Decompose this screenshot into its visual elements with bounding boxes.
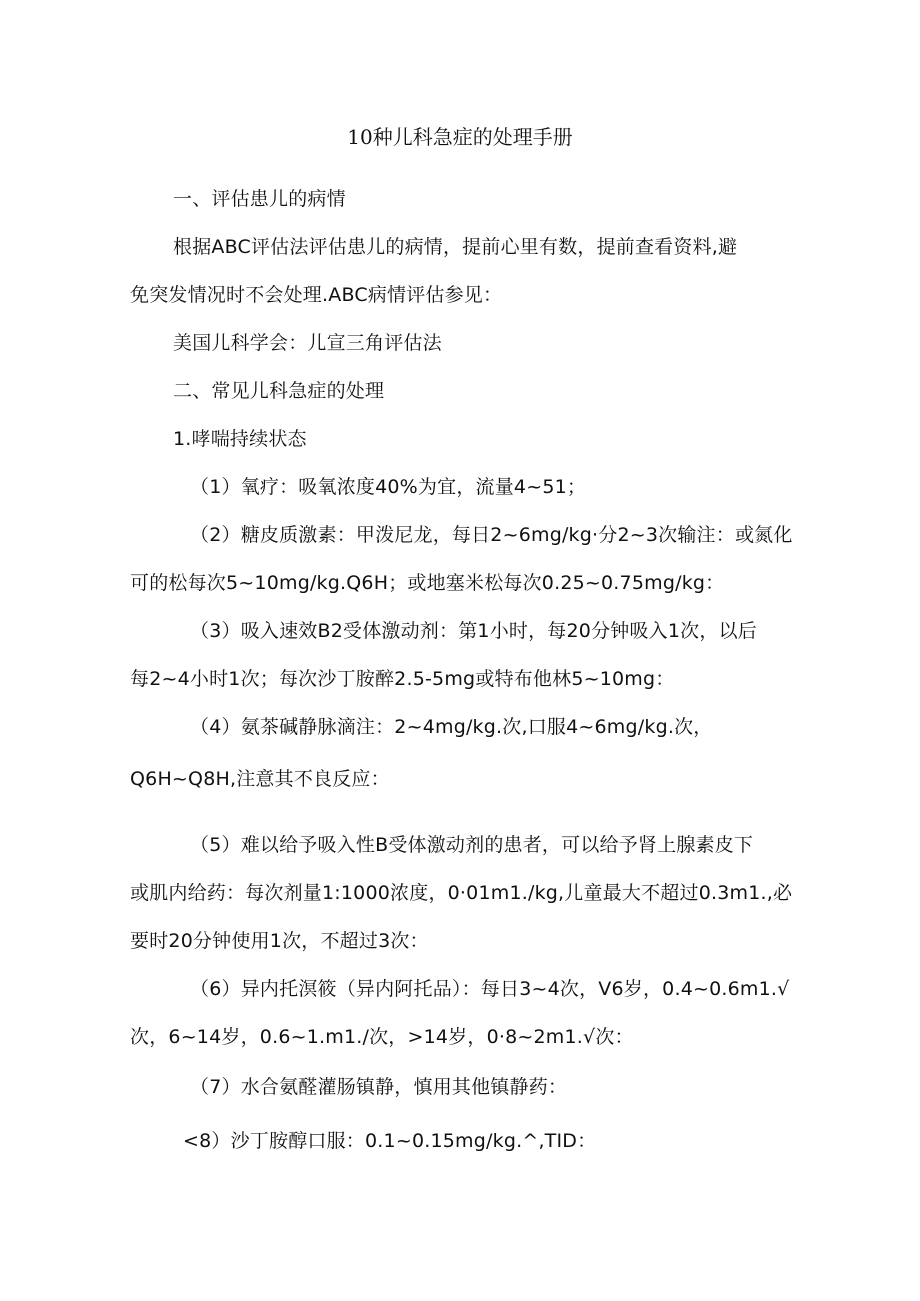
section-heading-emergencies: 二、常见儿科急症的处理 [173,380,385,402]
paragraph-line: 根据ABC评估法评估患儿的病情，提前心里有数，提前查看资料,避 [173,236,738,258]
list-item-line: 次，6~14岁，0.6~1.m1./次，>14岁，0·8~2m1.√次： [130,1026,634,1048]
list-item-line: 可的松每次5~10mg∕kg.Q6H；或地塞米松每次0.25~0.75mg/kg： [130,572,725,594]
list-item-line: （3）吸入速效B2受体激动剂：第1小时，每20分钟吸入1次，以后 [190,620,757,642]
list-item-line: <8）沙丁胺醇口服：0.1~0.15mg/kg.^,TID： [183,1130,597,1152]
subsection-heading-asthma: 1.哮喘持续状态 [173,428,307,450]
list-item-line: （6）异内托溟筱（异内阿托品）：每日3~4次，V6岁，0.4~0.6m1.√ [190,978,790,1000]
list-item-line: （7）水合氨醛灌肠镇静，慎用其他镇静药： [190,1076,568,1098]
list-item-line: （4）氨茶碱静脉滴注：2~4mg/kg.次,口服4~6mg/kg.次， [190,716,713,738]
list-item-line: 每2~4小时1次；每次沙丁胺醉2.5-5mg或特布他林5~10mg： [130,668,675,690]
document-title: 10种儿科急症的处理手册 [347,125,573,149]
list-item-line: （2）糖皮质激素：甲泼尼龙，每日2~6mg∕kg·分2~3次输注：或氮化 [190,524,793,546]
paragraph-line: 免突发情况时不会处理.ABC病情评估参见： [130,284,503,306]
list-item-line: 或肌内给药：每次剂量1:1000浓度，0·01m1.∕kg,儿童最大不超过0.3m1.,必 [130,882,793,904]
reference-line: 美国儿科学会：儿宣三角评估法 [173,332,442,354]
list-item-line: （5）难以给予吸入性B受体激动剂的患者，可以给予肾上腺素皮下 [190,834,754,856]
section-heading-assessment: 一、评估患儿的病情 [173,188,346,210]
list-item-line: Q6H~Q8H,注意其不良反应： [130,768,390,790]
list-item-line: 要时20分钟使用1次，不超过3次： [130,930,429,952]
list-item-line: （1）氧疗：吸氧浓度40%为宜，流量4~51； [190,476,587,498]
